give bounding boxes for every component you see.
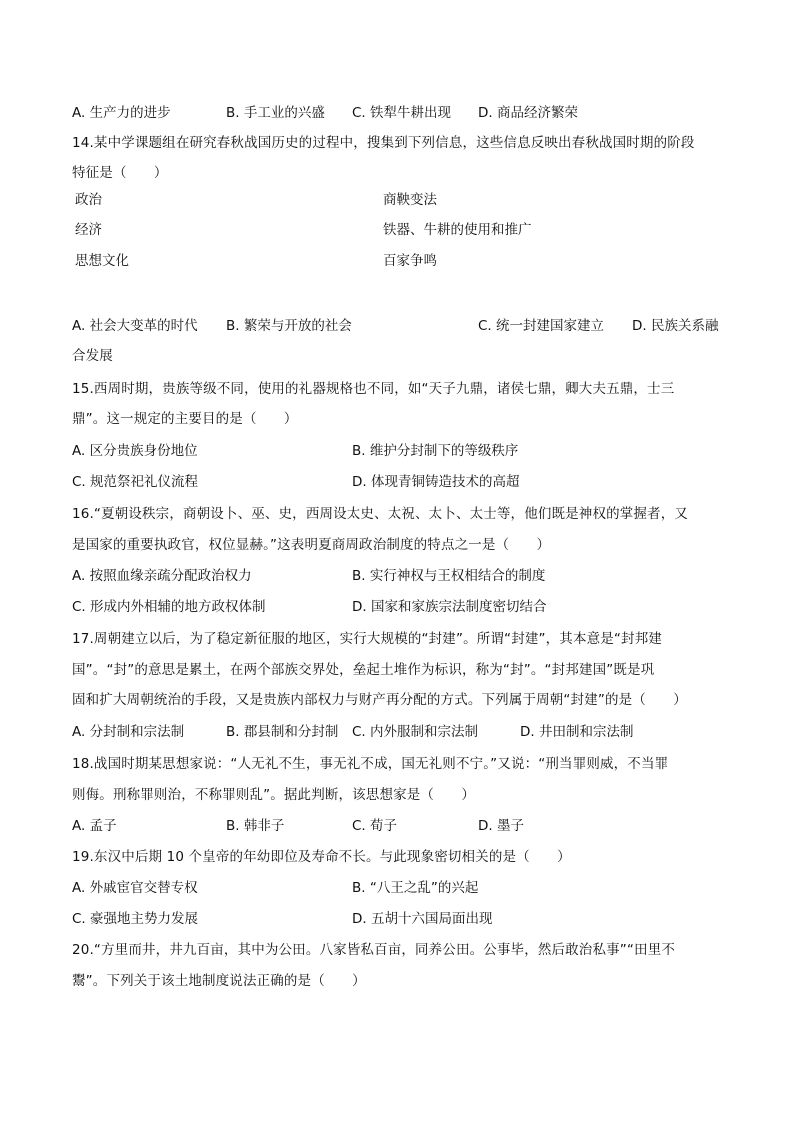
q17-option-d: D. 井田制和宗法制 — [520, 724, 634, 740]
q13-option-d: D. 商品经济繁荣 — [478, 105, 578, 121]
q18-option-b: B. 韩非子 — [226, 818, 285, 834]
q15-option-c: C. 规范祭祀礼仪流程 — [72, 474, 199, 490]
q15-stem-line1: 15.西周时期，贵族等级不同，使用的礼器规格也不同，如“天子九鼎，诸侯七鼎，卿大夫五鼎，士三 — [72, 381, 675, 397]
q14-stem-line1: 14.某中学课题组在研究春秋战国历史的过程中，搜集到下列信息，这些信息反映出春秋战国时期的阶段 — [72, 135, 695, 151]
q14-option-c: C. 统一封建国家建立 — [478, 318, 605, 334]
q14-option-d: D. 民族关系融 — [632, 318, 719, 334]
q18-option-c: C. 荀子 — [352, 818, 398, 834]
q13-option-a: A. 生产力的进步 — [72, 105, 171, 121]
q14-option-d-cont: 合发展 — [72, 348, 113, 364]
q18-option-a: A. 孟子 — [72, 818, 117, 834]
q17-option-c: C. 内外服制和宗法制 — [352, 724, 479, 740]
q17-option-a: A. 分封制和宗法制 — [72, 724, 185, 740]
q14-row-content: 铁器、牛耕的使用和推广 — [383, 222, 532, 238]
q15-option-b: B. 维护分封制下的等级秩序 — [352, 443, 519, 459]
q14-row-content: 商鞅变法 — [383, 192, 437, 208]
q14-row-content: 百家争鸣 — [383, 253, 437, 269]
q15-option-d: D. 体现青铜铸造技术的高超 — [352, 474, 520, 490]
q19-option-a: A. 外戚宦官交替专权 — [72, 880, 198, 896]
q17-stem-line1: 17.周朝建立以后，为了稳定新征服的地区，实行大规模的“封建”。所谓“封建”，其本意是“封邦建 — [72, 631, 662, 647]
q16-option-c: C. 形成内外相辅的地方政权体制 — [72, 599, 266, 615]
q14-row-category: 经济 — [75, 222, 102, 238]
q13-option-c: C. 铁犁牛耕出现 — [352, 105, 452, 121]
q18-stem-line1: 18.战国时期某思想家说：“人无礼不生，事无礼不成，国无礼则不宁。”又说：“刑当罪则威，不当罪 — [72, 756, 669, 772]
q18-option-d: D. 墨子 — [478, 818, 524, 834]
q16-option-b: B. 实行神权与王权相结合的制度 — [352, 568, 546, 584]
q15-option-a: A. 区分贵族身份地位 — [72, 443, 198, 459]
q16-stem-line1: 16.“夏朝设秩宗，商朝设卜、巫、史，西周设太史、太祝、太卜、太士等，他们既是神权的掌握者，又 — [72, 506, 689, 522]
q14-stem-line2: 特征是（ ） — [72, 165, 168, 181]
q20-stem-line1: 20.“方里而井，井九百亩，其中为公田。八家皆私百亩，同养公田。公事毕，然后敢治私事”“田里不 — [72, 942, 675, 958]
q16-option-d: D. 国家和家族宗法制度密切结合 — [352, 599, 547, 615]
q17-stem-line2: 国”。“封”的意思是累土，在两个部族交界处，垒起土堆作为标识，称为“封”。“封邦建国”既是巩 — [72, 662, 655, 678]
q19-option-c: C. 豪强地主势力发展 — [72, 911, 199, 927]
q16-stem-line2: 是国家的重要执政官，权位显赫。”这表明夏商周政治制度的特点之一是（ ） — [72, 537, 551, 553]
q14-option-a: A. 社会大变革的时代 — [72, 318, 198, 334]
q15-stem-line2: 鼎”。这一规定的主要目的是（ ） — [72, 411, 298, 427]
q19-option-b: B. “八王之乱”的兴起 — [352, 880, 479, 896]
q14-option-b: B. 繁荣与开放的社会 — [226, 318, 352, 334]
q14-row-category: 思想文化 — [75, 253, 129, 269]
q19-stem-line1: 19.东汉中后期 10 个皇帝的年幼即位及寿命不长。与此现象密切相关的是（ ） — [72, 849, 571, 865]
q16-option-a: A. 按照血缘亲疏分配政治权力 — [72, 568, 252, 584]
q20-stem-line2: 鬻”。下列关于该土地制度说法正确的是（ ） — [72, 973, 366, 989]
q17-stem-line3: 固和扩大周朝统治的手段，又是贵族内部权力与财产再分配的方式。下列属于周朝“封建”的是（ ） — [72, 692, 687, 708]
q17-option-b: B. 郡县制和分封制 — [226, 724, 339, 740]
q18-stem-line2: 则侮。刑称罪则治，不称罪则乱”。据此判断，该思想家是（ ） — [72, 787, 475, 803]
q14-row-category: 政治 — [75, 192, 102, 208]
q13-option-b: B. 手工业的兴盛 — [226, 105, 325, 121]
q19-option-d: D. 五胡十六国局面出现 — [352, 911, 493, 927]
